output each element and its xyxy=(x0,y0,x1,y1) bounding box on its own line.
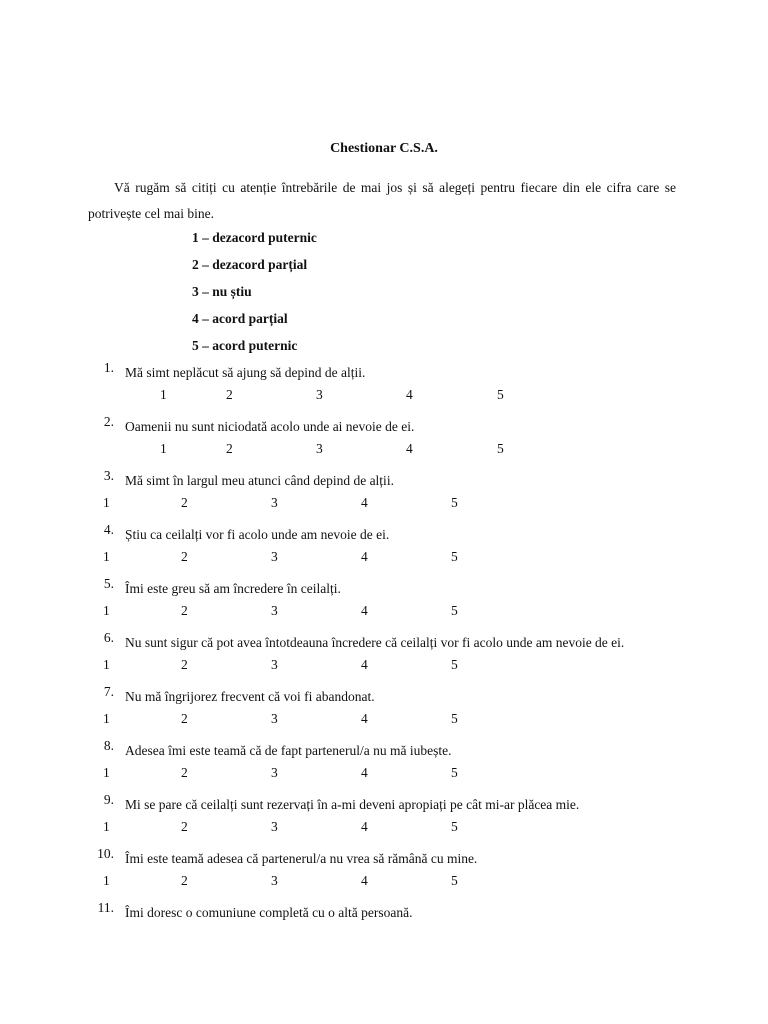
answer-option[interactable]: 2 xyxy=(181,765,188,780)
answer-option[interactable]: 2 xyxy=(181,711,188,726)
question-number: 4. xyxy=(103,522,114,537)
answer-options-row xyxy=(88,494,680,522)
answer-option[interactable]: 1 xyxy=(160,387,167,402)
answer-option[interactable]: 3 xyxy=(271,873,278,888)
answer-option[interactable]: 2 xyxy=(181,657,188,672)
answer-options-row xyxy=(88,710,680,738)
answer-option[interactable]: 5 xyxy=(451,603,458,618)
question-number: 7. xyxy=(103,684,114,699)
answer-option[interactable]: 5 xyxy=(497,441,504,456)
answer-option[interactable]: 3 xyxy=(271,819,278,834)
answer-option[interactable]: 5 xyxy=(451,495,458,510)
answer-option[interactable]: 4 xyxy=(361,765,368,780)
question-text: Oamenii nu sunt niciodată acolo unde ai nevoie de ei. xyxy=(125,419,415,434)
answer-option[interactable]: 5 xyxy=(451,873,458,888)
question-number: 8. xyxy=(103,738,114,753)
question-item xyxy=(88,630,680,656)
answer-option[interactable]: 3 xyxy=(271,495,278,510)
answer-options-row xyxy=(88,872,680,900)
answer-option[interactable]: 4 xyxy=(361,873,368,888)
questionnaire-items xyxy=(88,360,680,926)
answer-option[interactable]: 2 xyxy=(181,549,188,564)
answer-options-row xyxy=(88,548,680,576)
answer-option[interactable]: 5 xyxy=(497,387,504,402)
question-number: 9. xyxy=(103,792,114,807)
answer-option[interactable]: 1 xyxy=(160,441,167,456)
question-item xyxy=(88,792,680,818)
answer-option[interactable]: 1 xyxy=(103,657,110,672)
answer-option[interactable]: 2 xyxy=(226,387,233,402)
answer-option[interactable]: 2 xyxy=(181,603,188,618)
question-item xyxy=(88,522,680,548)
answer-option[interactable]: 3 xyxy=(271,657,278,672)
answer-option[interactable]: 4 xyxy=(361,657,368,672)
question-item xyxy=(88,576,680,602)
answer-options-row xyxy=(88,656,680,684)
answer-option[interactable]: 3 xyxy=(316,387,323,402)
question-text: Mă simt în largul meu atunci când depind de alții. xyxy=(125,473,394,488)
answer-option[interactable]: 3 xyxy=(271,549,278,564)
answer-options-row xyxy=(88,440,680,468)
document-title: Chestionar C.S.A. xyxy=(330,141,438,156)
answer-option[interactable]: 1 xyxy=(103,549,110,564)
scale-item: 3 – nu știu xyxy=(192,284,252,299)
answer-option[interactable]: 4 xyxy=(406,441,413,456)
rating-scale-legend xyxy=(192,229,317,364)
question-text: Îmi este greu să am încredere în ceilalți. xyxy=(125,581,341,596)
answer-option[interactable]: 3 xyxy=(271,765,278,780)
answer-option[interactable]: 1 xyxy=(103,495,110,510)
question-text: Îmi este teamă adesea că partenerul/a nu vrea să rămână cu mine. xyxy=(125,851,478,866)
answer-option[interactable]: 5 xyxy=(451,711,458,726)
answer-option[interactable]: 1 xyxy=(103,603,110,618)
instructions-paragraph: Vă rugăm să citiți cu atenție întrebările de mai jos și să alegeți pentru fiecare din ele cifra care se potrivește cel mai bine. xyxy=(88,180,676,221)
answer-options-row xyxy=(88,764,680,792)
answer-option[interactable]: 4 xyxy=(361,549,368,564)
question-number: 10. xyxy=(97,846,114,861)
question-text: Nu mă îngrijorez frecvent că voi fi abandonat. xyxy=(125,689,375,704)
question-number: 5. xyxy=(103,576,114,591)
answer-option[interactable]: 1 xyxy=(103,711,110,726)
answer-option[interactable]: 1 xyxy=(103,873,110,888)
scale-item: 1 – dezacord puternic xyxy=(192,230,317,245)
answer-option[interactable]: 3 xyxy=(316,441,323,456)
answer-option[interactable]: 1 xyxy=(103,819,110,834)
answer-option[interactable]: 2 xyxy=(181,495,188,510)
scale-item: 2 – dezacord parțial xyxy=(192,257,308,272)
scale-item: 4 – acord parțial xyxy=(192,311,288,326)
answer-option[interactable]: 2 xyxy=(181,873,188,888)
answer-option[interactable]: 4 xyxy=(361,495,368,510)
answer-option[interactable]: 4 xyxy=(361,603,368,618)
question-item xyxy=(88,414,680,440)
answer-option[interactable]: 2 xyxy=(181,819,188,834)
answer-options-row xyxy=(88,818,680,846)
scale-item: 5 – acord puternic xyxy=(192,338,298,353)
question-text: Mi se pare că ceilalți sunt rezervați în a-mi deveni apropiați pe cât mi-ar plăcea mie. xyxy=(125,797,580,812)
answer-option[interactable]: 1 xyxy=(103,765,110,780)
question-item xyxy=(88,738,680,764)
question-text: Adesea îmi este teamă că de fapt partenerul/a nu mă iubește. xyxy=(125,743,452,758)
answer-option[interactable]: 5 xyxy=(451,549,458,564)
question-number: 2. xyxy=(103,414,114,429)
question-number: 3. xyxy=(103,468,114,483)
question-number: 6. xyxy=(103,630,114,645)
answer-option[interactable]: 2 xyxy=(226,441,233,456)
question-item xyxy=(88,468,680,494)
answer-option[interactable]: 4 xyxy=(361,819,368,834)
question-item xyxy=(88,846,680,872)
answer-option[interactable]: 4 xyxy=(406,387,413,402)
question-text: Îmi doresc o comuniune completă cu o altă persoană. xyxy=(125,905,413,920)
question-number: 11. xyxy=(97,900,114,915)
answer-option[interactable]: 3 xyxy=(271,711,278,726)
answer-option[interactable]: 3 xyxy=(271,603,278,618)
question-text: Nu sunt sigur că pot avea întotdeauna încredere că ceilalți vor fi acolo unde am nevoie de ei. xyxy=(125,635,625,650)
answer-option[interactable]: 5 xyxy=(451,819,458,834)
question-item xyxy=(88,684,680,710)
question-number: 1. xyxy=(103,360,114,375)
answer-options-row xyxy=(88,602,680,630)
answer-option[interactable]: 4 xyxy=(361,711,368,726)
question-text: Știu ca ceilalți vor fi acolo unde am nevoie de ei. xyxy=(125,527,390,542)
answer-options-row xyxy=(88,386,680,414)
question-item xyxy=(88,900,680,926)
answer-option[interactable]: 5 xyxy=(451,657,458,672)
question-item xyxy=(88,360,680,386)
answer-option[interactable]: 5 xyxy=(451,765,458,780)
question-text: Mă simt neplăcut să ajung să depind de alții. xyxy=(125,365,366,380)
